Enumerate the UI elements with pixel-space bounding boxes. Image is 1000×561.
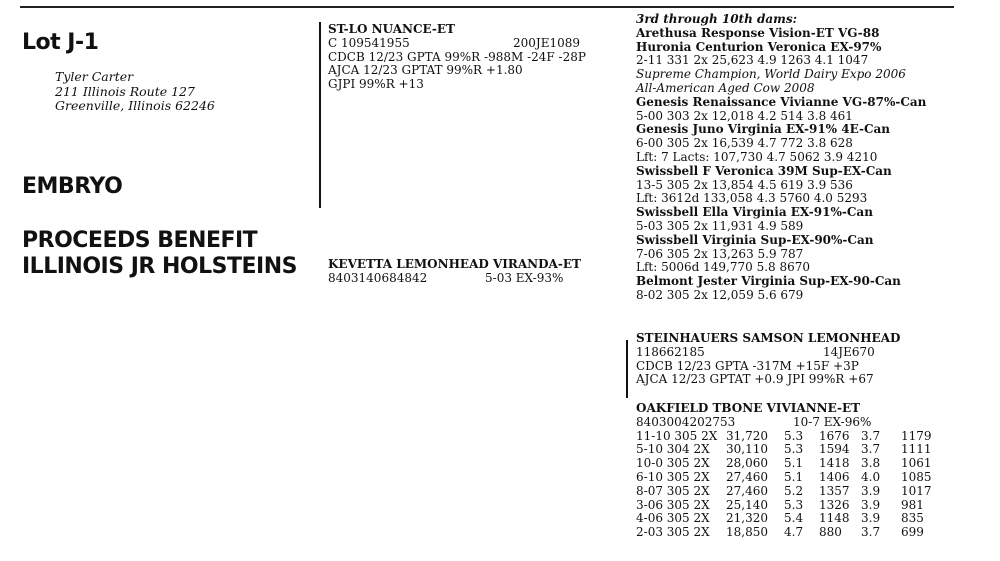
mgs-block: [636, 332, 966, 387]
dam-name: KEVETTA LEMONHEAD VIRANDA-ET: [328, 257, 581, 271]
record-cell: 5.3: [784, 497, 804, 512]
dam-name-line: Arethusa Response Vision-ET VG-88: [636, 25, 880, 40]
record-cell: 1418: [819, 456, 850, 471]
record-cell: 2-03 305 2X: [636, 525, 710, 540]
dam-block: [328, 258, 618, 286]
dam-reg-row: [328, 272, 618, 286]
dam-name-line: Genesis Renaissance Vivianne VG-87%-Can: [636, 94, 927, 109]
record-cell: 4.7: [784, 525, 804, 540]
record-cell: 5.2: [784, 483, 804, 498]
mgd-reg-row: [636, 416, 966, 430]
mgd-reg: 8403004202753: [636, 414, 736, 429]
record-cell: 4-06 305 2X: [636, 511, 710, 526]
record-cell: 30,110: [726, 442, 768, 457]
record-cell: 21,320: [726, 511, 768, 526]
record-cell: 4.0: [861, 469, 881, 484]
record-cell: 5.3: [784, 428, 804, 443]
dams-list: [636, 27, 966, 303]
dam-name-line: Swissbell F Veronica 39M Sup-EX-Can: [636, 163, 892, 178]
consignor-address-line1: 211 Illinois Route 127: [55, 83, 195, 99]
record-cell: 5.1: [784, 456, 804, 471]
record-cell: 3.7: [861, 428, 881, 443]
dams-block: [636, 13, 966, 303]
dam-name-line: Swissbell Ella Virginia EX-91%-Can: [636, 205, 873, 220]
mgd-score: 10-7 EX-96%: [793, 414, 872, 429]
record-cell: 27,460: [726, 483, 768, 498]
record-cell: 31,720: [726, 428, 768, 443]
record-cell: 3.8: [861, 456, 881, 471]
dam-name-line: Belmont Jester Virginia Sup-EX-90-Can: [636, 274, 901, 289]
proceeds-block: [22, 228, 297, 280]
sire-line: CDCB 12/23 GPTA 99%R -988M -24F -28P: [328, 49, 586, 64]
record-cell: 6-10 305 2X: [636, 469, 710, 484]
sire-line: AJCA 12/23 GPTAT 99%R +1.80: [328, 63, 523, 78]
dam-reg: 8403140684842: [328, 270, 428, 285]
record-cell: 699: [901, 525, 924, 540]
proceeds-line2: ILLINOIS JR HOLSTEINS: [22, 254, 297, 279]
record-cell: 1061: [901, 456, 932, 471]
record-cell: 835: [901, 511, 924, 526]
record-cell: 27,460: [726, 469, 768, 484]
record-cell: 3.7: [861, 442, 881, 457]
record-row: [636, 457, 966, 471]
dam-record-line: 5-03 305 2x 11,931 4.9 589: [636, 218, 804, 233]
sire-code: 200JE1089: [513, 35, 581, 50]
mgd-name: OAKFIELD TBONE VIVIANNE-ET: [636, 401, 861, 415]
mgs-code: 14JE670: [823, 344, 875, 359]
dam-award-line: All-American Aged Cow 2008: [636, 80, 815, 95]
mgs-name: STEINHAUERS SAMSON LEMONHEAD: [636, 331, 901, 345]
dam-record-line: 8-02 305 2x 12,059 5.6 679: [636, 287, 804, 302]
record-cell: 1085: [901, 469, 932, 484]
dam-record-line: Lft: 5006d 149,770 5.8 8670: [636, 260, 810, 275]
lot-number: Lot J-1: [22, 30, 99, 55]
record-cell: 3-06 305 2X: [636, 497, 710, 512]
record-cell: 5.4: [784, 511, 804, 526]
mgd-block: [636, 402, 966, 540]
mgs-line: AJCA 12/23 GPTAT +0.9 JPI 99%R +67: [636, 372, 874, 387]
record-cell: 5-10 304 2X: [636, 442, 710, 457]
record-row: [636, 499, 966, 513]
sire-reg-row: [328, 37, 618, 51]
offering-type: EMBRYO: [22, 174, 123, 199]
record-row: [636, 430, 966, 444]
record-cell: 18,850: [726, 525, 768, 540]
record-cell: 10-0 305 2X: [636, 456, 710, 471]
record-cell: 1148: [819, 511, 850, 526]
mgd-records: [636, 430, 966, 540]
record-row: [636, 512, 966, 526]
record-cell: 8-07 305 2X: [636, 483, 710, 498]
sire-bracket-line: [319, 22, 321, 208]
record-cell: 1179: [901, 428, 932, 443]
record-cell: 1017: [901, 483, 932, 498]
consignor-block: [55, 70, 215, 114]
consignor-address-line2: Greenville, Illinois 62246: [55, 98, 215, 113]
record-row: [636, 526, 966, 540]
dams-header: 3rd through 10th dams:: [636, 12, 798, 26]
record-cell: 1111: [901, 442, 932, 457]
record-cell: 1676: [819, 428, 850, 443]
record-cell: 3.7: [861, 525, 881, 540]
record-row: [636, 471, 966, 485]
dam-name-line: Swissbell Virginia Sup-EX-90%-Can: [636, 232, 874, 247]
record-cell: 5.1: [784, 469, 804, 484]
record-cell: 3.9: [861, 511, 881, 526]
record-cell: 981: [901, 497, 924, 512]
sire-name: ST-LO NUANCE-ET: [328, 22, 455, 36]
record-cell: 11-10 305 2X: [636, 428, 718, 443]
dam-record-line: 5-00 303 2x 12,018 4.2 514 3.8 461: [636, 108, 853, 123]
record-cell: 1406: [819, 469, 850, 484]
dam-record-line: Lft: 7 Lacts: 107,730 4.7 5062 3.9 4210: [636, 149, 878, 164]
proceeds-line1: PROCEEDS BENEFIT: [22, 228, 258, 253]
sire-block: [328, 23, 618, 92]
record-cell: 1357: [819, 483, 850, 498]
sire-line: GJPI 99%R +13: [328, 77, 424, 92]
dam-record-line: 6-00 305 2x 16,539 4.7 772 3.8 628: [636, 136, 853, 151]
record-cell: 3.9: [861, 497, 881, 512]
mgs-line: CDCB 12/23 GPTA -317M +15F +3P: [636, 358, 859, 373]
record-row: [636, 485, 966, 499]
record-row: [636, 443, 966, 457]
dam-record-line: 7-06 305 2x 13,263 5.9 787: [636, 246, 804, 261]
record-cell: 25,140: [726, 497, 768, 512]
consignor-name: Tyler Carter: [55, 69, 134, 84]
mgs-reg-row: [636, 346, 966, 360]
record-cell: 1594: [819, 442, 850, 457]
dam-award-line: Supreme Champion, World Dairy Expo 2006: [636, 67, 906, 82]
record-cell: 1326: [819, 497, 850, 512]
record-cell: 28,060: [726, 456, 768, 471]
mgs-reg: 118662185: [636, 344, 705, 359]
record-cell: 3.9: [861, 483, 881, 498]
dam-name-line: Genesis Juno Virginia EX-91% 4E-Can: [636, 122, 891, 137]
mgs-bracket-line: [626, 340, 628, 398]
top-rule: [20, 6, 954, 8]
sire-reg: C 109541955: [328, 35, 410, 50]
dam-record-line: 13-5 305 2x 13,854 4.5 619 3.9 536: [636, 177, 853, 192]
dam-record-line: Lft: 3612d 133,058 4.3 5760 4.0 5293: [636, 191, 868, 206]
dam-record-line: 2-11 331 2x 25,623 4.9 1263 4.1 1047: [636, 53, 869, 68]
dam-name-line: Huronia Centurion Veronica EX-97%: [636, 39, 882, 54]
record-cell: 880: [819, 525, 842, 540]
dam-score: 5-03 EX-93%: [485, 270, 564, 285]
record-cell: 5.3: [784, 442, 804, 457]
